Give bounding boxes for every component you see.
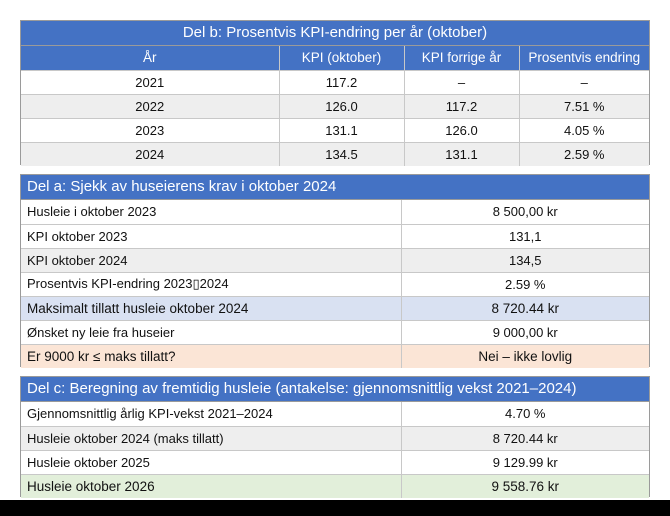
cell-kpi: 131.1: [279, 118, 404, 142]
cell-percent-change: 4.05 %: [519, 118, 649, 142]
row-value: 9 129.99 kr: [401, 450, 649, 474]
column-header-year: År: [21, 46, 279, 70]
rent-2026-row: [21, 474, 649, 498]
kpi-change-grid: [21, 46, 649, 166]
column-header-kpi: KPI (oktober): [279, 46, 404, 70]
row-label: Husleie oktober 2026: [21, 474, 401, 498]
row-label: Gjennomsnittlig årlig KPI-vekst 2021–2024: [21, 402, 401, 426]
verdict-row: [21, 344, 649, 368]
row-label: Er 9000 kr ≤ maks tillatt?: [21, 344, 401, 368]
cell-percent-change: –: [519, 70, 649, 94]
row-value: 4.70 %: [401, 402, 649, 426]
cell-kpi-previous: –: [404, 70, 519, 94]
row-value: 9 558.76 kr: [401, 474, 649, 498]
row-value: 131,1: [401, 224, 649, 248]
row-value: 8 500,00 kr: [401, 200, 649, 224]
cell-year: 2024: [21, 142, 279, 166]
future-rent-grid: [21, 402, 649, 498]
cell-year: 2023: [21, 118, 279, 142]
rent-check-table-title: Del a: Sjekk av huseierens krav i oktober 2024: [21, 175, 649, 200]
table-row: [21, 450, 649, 474]
cell-kpi-previous: 117.2: [404, 94, 519, 118]
table-row: [21, 94, 649, 118]
row-value: 9 000,00 kr: [401, 320, 649, 344]
cell-percent-change: 2.59 %: [519, 142, 649, 166]
rent-check-table: [20, 174, 650, 367]
bottom-edge-bar: [0, 500, 670, 516]
row-value: Nei – ikke lovlig: [401, 344, 649, 368]
table-row: [21, 70, 649, 94]
row-label: Prosentvis KPI-endring 2023▯2024: [21, 272, 401, 296]
row-value: 2.59 %: [401, 272, 649, 296]
row-label: Husleie oktober 2024 (maks tillatt): [21, 426, 401, 450]
column-header-kpi-previous: KPI forrige år: [404, 46, 519, 70]
cell-year: 2021: [21, 70, 279, 94]
row-value: 8 720.44 kr: [401, 296, 649, 320]
cell-kpi: 117.2: [279, 70, 404, 94]
max-rent-row: [21, 296, 649, 320]
table-header-row: [21, 46, 649, 70]
kpi-change-table-title: Del b: Prosentvis KPI-endring per år (oktober): [21, 21, 649, 46]
row-label: Husleie oktober 2025: [21, 450, 401, 474]
table-row: [21, 118, 649, 142]
table-row: [21, 402, 649, 426]
cell-kpi-previous: 126.0: [404, 118, 519, 142]
cell-kpi: 134.5: [279, 142, 404, 166]
row-label: Husleie i oktober 2023: [21, 200, 401, 224]
row-label: KPI oktober 2023: [21, 224, 401, 248]
kpi-change-table: [20, 20, 650, 165]
table-row: [21, 272, 649, 296]
cell-percent-change: 7.51 %: [519, 94, 649, 118]
table-row: [21, 320, 649, 344]
row-label: Maksimalt tillatt husleie oktober 2024: [21, 296, 401, 320]
table-row: [21, 248, 649, 272]
row-label: KPI oktober 2024: [21, 248, 401, 272]
cell-year: 2022: [21, 94, 279, 118]
rent-check-grid: [21, 200, 649, 368]
table-row: [21, 224, 649, 248]
row-value: 8 720.44 kr: [401, 426, 649, 450]
future-rent-table: [20, 376, 650, 497]
table-row: [21, 200, 649, 224]
column-header-percent-change: Prosentvis endring: [519, 46, 649, 70]
cell-kpi: 126.0: [279, 94, 404, 118]
future-rent-table-title: Del c: Beregning av fremtidig husleie (antakelse: gjennomsnittlig vekst 2021–2024): [21, 377, 649, 402]
cell-kpi-previous: 131.1: [404, 142, 519, 166]
row-label: Ønsket ny leie fra huseier: [21, 320, 401, 344]
row-value: 134,5: [401, 248, 649, 272]
table-row: [21, 142, 649, 166]
table-row: [21, 426, 649, 450]
